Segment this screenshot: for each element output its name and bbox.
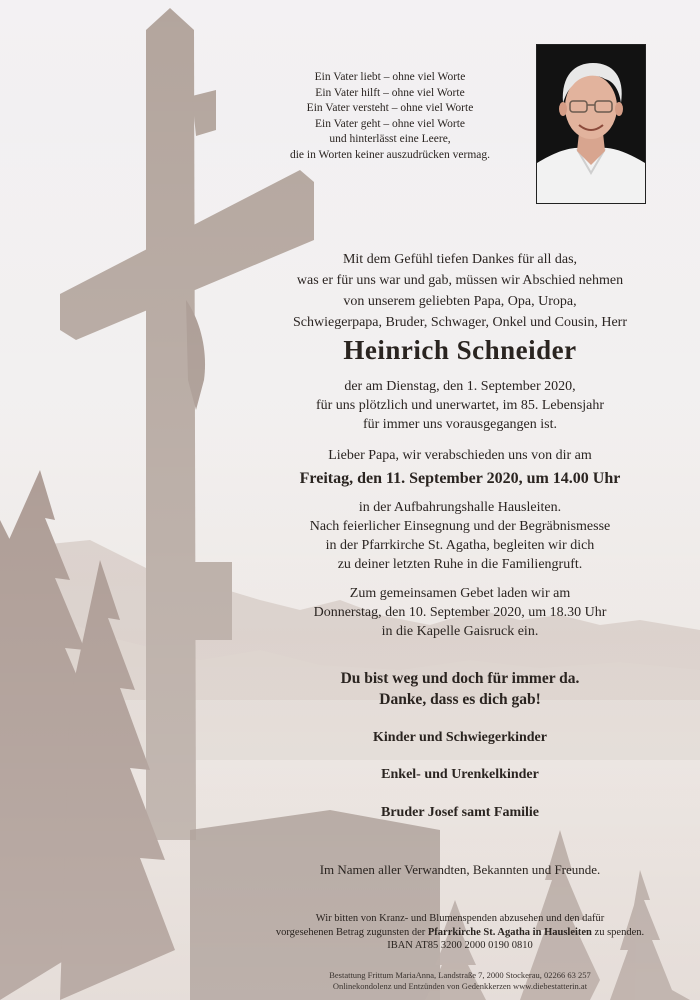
prayer-line: Donnerstag, den 10. September 2020, um 18.30 Uhr <box>313 605 607 620</box>
deceased-name: Heinrich Schneider <box>343 335 577 365</box>
passing-details <box>250 377 670 434</box>
donation-text: zu spenden. <box>591 926 645 938</box>
funeral-home-footer <box>250 970 670 992</box>
passing-line: für immer uns vorausgegangen ist. <box>362 417 557 432</box>
poem-line: Ein Vater liebt – ohne viel Worte <box>314 71 466 83</box>
donation-request <box>250 912 670 953</box>
footer-line: Onlinekondolenz und Entzünden von Gedenkkerzen www.diebestatterin.at <box>332 981 588 991</box>
relatives-note: Im Namen aller Verwandten, Bekannten und Freunde. <box>319 862 601 877</box>
prayer-line: in die Kapelle Gaisruck ein. <box>381 624 539 639</box>
mourner-group: Kinder und Schwiegerkinder <box>373 730 547 745</box>
farewell-text: Lieber Papa, wir verabschieden uns von dir am <box>328 448 592 463</box>
funeral-location <box>250 498 670 574</box>
donation-text: vorgesehenen Betrag zugunsten der <box>275 926 428 938</box>
closing-line: Du bist weg und doch für immer da. <box>340 670 580 687</box>
footer-line: Bestattung Frittum MariaAnna, Landstraße 7, 2000 Stockerau, 02266 63 257 <box>329 970 591 980</box>
location-line: zu deiner letzten Ruhe in die Familiengruft. <box>337 557 583 572</box>
poem-line: Ein Vater hilft – ohne viel Worte <box>315 86 465 99</box>
intro-line: von unserem geliebten Papa, Opa, Uropa, <box>343 294 577 309</box>
poem-line: Ein Vater versteht – ohne viel Worte <box>306 102 474 114</box>
portrait-illustration <box>537 45 645 203</box>
intro-line: Mit dem Gefühl tiefen Dankes für all das, <box>342 252 578 267</box>
donation-line <box>250 926 670 940</box>
poem <box>230 70 550 163</box>
donation-beneficiary: Pfarrkirche St. Agatha in Hausleiten <box>427 926 592 938</box>
mourner-group: Enkel- und Urenkelkinder <box>381 767 539 782</box>
poem-line: und hinterlässt eine Leere, <box>329 133 451 145</box>
passing-line: der am Dienstag, den 1. September 2020, <box>344 379 576 394</box>
intro-line: Schwiegerpapa, Bruder, Schwager, Onkel und Cousin, Herr <box>292 315 627 330</box>
donation-iban: IBAN AT85 3200 2000 0190 0810 <box>387 940 533 951</box>
location-line: Nach feierlicher Einsegnung und der Begräbnismesse <box>309 519 611 534</box>
poem-line: Ein Vater geht – ohne viel Worte <box>314 117 466 130</box>
closing-line: Danke, dass es dich gab! <box>379 691 541 708</box>
mourner-group: Bruder Josef samt Familie <box>381 805 539 820</box>
intro-line: was er für uns war und gab, müssen wir Abschied nehmen <box>296 273 624 288</box>
funeral-date: Freitag, den 11. September 2020, um 14.00 Uhr <box>299 470 621 487</box>
location-line: in der Aufbahrungshalle Hausleiten. <box>358 500 562 515</box>
poem-line: die in Worten keiner auszudrücken vermag. <box>289 148 491 161</box>
donation-line: Wir bitten von Kranz- und Blumenspenden abzusehen und den dafür <box>315 913 605 924</box>
passing-line: für uns plötzlich und unerwartet, im 85. Lebensjahr <box>315 398 605 413</box>
closing-quote <box>250 668 670 710</box>
intro-text <box>250 249 670 333</box>
portrait-photo <box>536 44 646 204</box>
prayer-invitation <box>250 584 670 641</box>
location-line: in der Pfarrkirche St. Agatha, begleiten wir dich <box>325 538 595 553</box>
prayer-line: Zum gemeinsamen Gebet laden wir am <box>349 586 571 601</box>
